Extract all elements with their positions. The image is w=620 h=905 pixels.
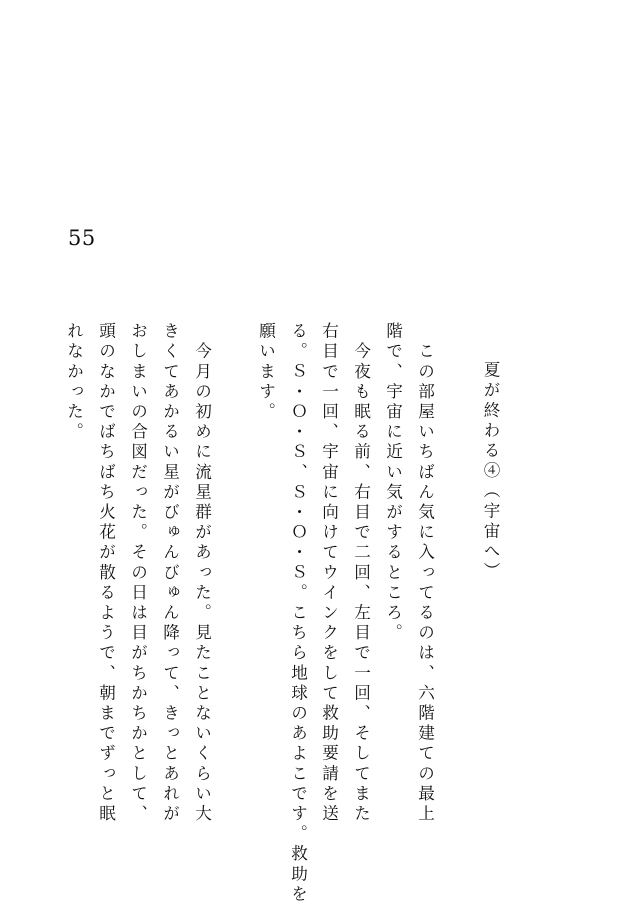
- text-column-8: きくてあかるい星がびゅんびゅん降って、きっとあれが: [160, 322, 180, 825]
- text-column-3: 今夜も眠る前、右目で二回、左目で一回、そしてまた: [351, 322, 371, 825]
- text-column-11: れなかった。: [64, 322, 84, 443]
- text-column-6: 願います。: [256, 322, 276, 423]
- text-column-7: 今月の初めに流星群があった。見たことないくらい大: [192, 322, 212, 825]
- essay-title: 夏が終わる④（宇宙へ）: [481, 361, 500, 583]
- text-column-1: この部屋いちばん気に入ってるのは、六階建ての最上: [415, 322, 435, 825]
- text-column-9: おしまいの合図だった。その日は目がちかちかとして、: [128, 322, 148, 825]
- text-column-4: 右目で一回、宇宙に向けてウインクをして救助要請を送: [319, 322, 339, 825]
- text-column-5: る。Ｓ・Ｏ・Ｓ、Ｓ・Ｏ・Ｓ。こちら地球のあよこです。救助を: [288, 322, 308, 905]
- page-number: 55: [68, 226, 96, 250]
- text-column-2: 階で、宇宙に近い気がするところ。: [383, 322, 403, 644]
- text-column-10: 頭のなかでばちばち火花が散るようで、朝までずっと眠: [96, 322, 116, 825]
